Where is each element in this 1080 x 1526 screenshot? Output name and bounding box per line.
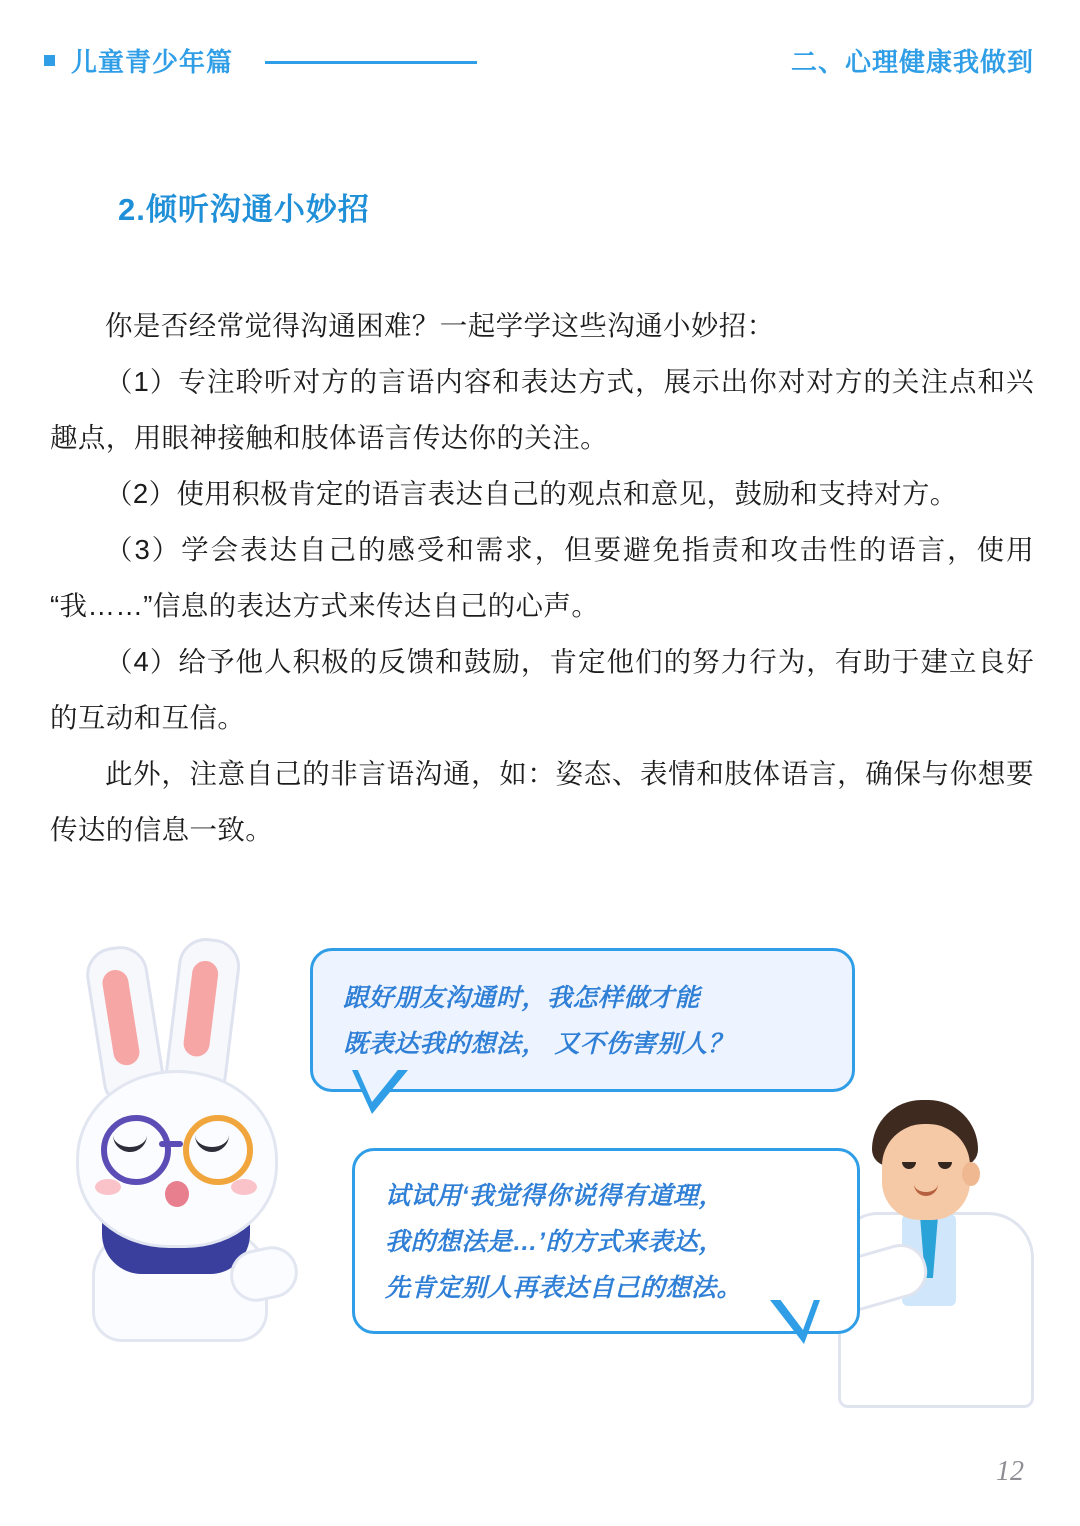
paragraph-intro: 你是否经常觉得沟通困难？一起学学这些沟通小妙招： xyxy=(105,310,775,341)
illustration-area xyxy=(0,930,1080,1400)
answer-line-3: 先肯定别人再表达自己的想法。 xyxy=(385,1274,743,1302)
page-title: 2.倾听沟通小妙招 xyxy=(118,192,370,227)
header-divider-line xyxy=(265,61,477,64)
question-line-1: 跟好朋友沟通时，我怎样做才能 xyxy=(343,984,701,1012)
bunny-character-icon xyxy=(52,930,302,1330)
page-number: 12 xyxy=(996,1456,1024,1487)
question-bubble-tail-inner xyxy=(356,1066,401,1102)
paragraph-tip-4: （4）给予他人积极的反馈和鼓励，肯定他们的努力行为，有助于建立良好的互动和互信。 xyxy=(50,646,1034,733)
answer-line-2: 我的想法是…’的方式来表达， xyxy=(385,1228,724,1256)
paragraph-tip-2: （2）使用积极肯定的语言表达自己的观点和意见，鼓励和支持对方。 xyxy=(105,478,958,509)
bunny-ear-inner-left xyxy=(101,968,142,1067)
bunny-cheek-right xyxy=(231,1179,257,1195)
header-left-group xyxy=(44,42,477,79)
header-section-label: 二、心理健康我做到 xyxy=(790,47,1034,77)
bunny-ear-inner-right xyxy=(182,959,220,1057)
bunny-cheek-left xyxy=(95,1179,121,1195)
bunny-mouth xyxy=(165,1181,189,1207)
doctor-ear xyxy=(962,1162,980,1186)
page-header xyxy=(0,42,1080,86)
paragraph-closing: 此外，注意自己的非言语沟通，如：姿态、表情和肢体语言，确保与你想要传达的信息一致。 xyxy=(50,758,1034,845)
bullet-square-icon xyxy=(44,55,55,66)
question-line-2: 既表达我的想法， 又不伤害别人？ xyxy=(343,1030,733,1058)
article-body xyxy=(50,298,1034,858)
bunny-glasses-bridge xyxy=(159,1141,183,1147)
bunny-head xyxy=(76,1070,278,1248)
answer-bubble-tail-inner xyxy=(776,1294,816,1330)
paragraph-tip-1: （1）专注聆听对方的言语内容和表达方式，展示出你对对方的关注点和兴趣点，用眼神接触和肢体语言传达你的关注。 xyxy=(50,366,1034,453)
answer-line-1: 试试用‘我觉得你说得有道理， xyxy=(385,1182,724,1210)
paragraph-tip-3: （3）学会表达自己的感受和需求，但要避免指责和攻击性的语言，使用“我……”信息的表达方式来传达自己的心声。 xyxy=(50,534,1034,621)
header-chapter-label: 儿童青少年篇 xyxy=(71,47,234,77)
doctor-face xyxy=(882,1124,970,1220)
